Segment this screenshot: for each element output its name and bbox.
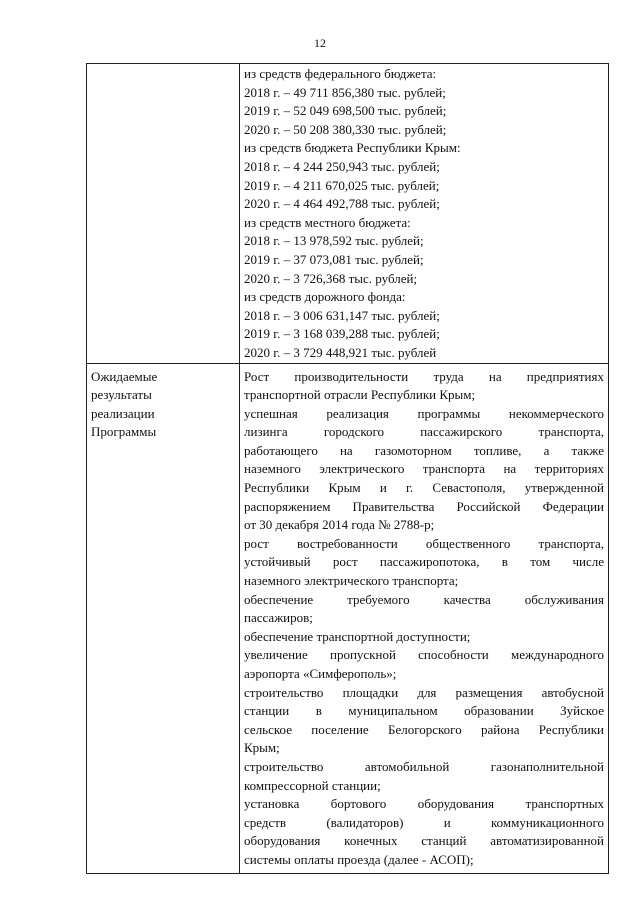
funding-line: 2019 г. – 3 168 039,288 тыс. рублей; bbox=[244, 326, 440, 342]
results-line: наземного электрического транспорта; bbox=[244, 573, 459, 589]
results-label-line: результаты bbox=[91, 387, 152, 403]
results-line: наземного электрического транспорта на территориях bbox=[244, 461, 604, 477]
results-line: успешная реализация программы некоммерческого bbox=[244, 405, 604, 421]
results-line: Рост производительности труда на предприятиях bbox=[244, 368, 604, 384]
results-line: Крым; bbox=[244, 740, 280, 756]
results-line: обеспечение транспортной доступности; bbox=[244, 628, 471, 644]
results-label-line: Ожидаемые bbox=[91, 368, 158, 384]
funding-line: 2020 г. – 3 726,368 тыс. рублей; bbox=[244, 270, 418, 286]
program-passport-table bbox=[86, 63, 609, 874]
funding-line: 2019 г. – 37 073,081 тыс. рублей; bbox=[244, 251, 424, 267]
page-number: 12 bbox=[314, 36, 326, 50]
results-line: работающего на газомоторном топливе, а также bbox=[244, 442, 604, 458]
results-label-line: реализации bbox=[91, 405, 155, 421]
results-line: от 30 декабря 2014 года № 2788-р; bbox=[244, 517, 435, 533]
results-line: лизинга городского пассажирского транспорта, bbox=[244, 424, 604, 440]
funding-line: 2018 г. – 13 978,592 тыс. рублей; bbox=[244, 233, 424, 249]
results-label-line: Программы bbox=[91, 424, 157, 440]
results-line: средств (валидаторов) и коммуникационного bbox=[244, 814, 604, 830]
results-line: транспортной отрасли Республики Крым; bbox=[244, 387, 476, 403]
funding-line: 2018 г. – 3 006 631,147 тыс. рублей; bbox=[244, 307, 440, 323]
results-line: увеличение пропускной способности международного bbox=[244, 647, 604, 663]
expected-results-row bbox=[87, 363, 609, 873]
results-line: строительство площадки для размещения автобусной bbox=[244, 684, 604, 700]
funding-line: из средств дорожного фонда: bbox=[244, 289, 406, 305]
results-line: распоряжением Правительства Российской Федерации bbox=[244, 498, 604, 514]
funding-line: 2019 г. – 52 049 698,500 тыс. рублей; bbox=[244, 103, 447, 119]
results-line: устойчивый рост пассажиропотока, в том числе bbox=[244, 554, 604, 570]
results-line: системы оплаты проезда (далее - АСОП); bbox=[244, 851, 474, 867]
results-line: установка бортового оборудования транспортных bbox=[244, 796, 604, 812]
funding-label-cell bbox=[87, 64, 240, 364]
funding-line: из средств федерального бюджета: bbox=[244, 66, 437, 81]
results-line: пассажиров; bbox=[244, 610, 313, 626]
funding-value-cell bbox=[240, 64, 609, 364]
expected-results-value-cell bbox=[240, 363, 609, 873]
funding-line: из средств бюджета Республики Крым: bbox=[244, 140, 461, 156]
results-line: Республики Крым и г. Севастополя, утвержденной bbox=[244, 480, 604, 496]
results-line: оборудования конечных станций автоматизированной bbox=[244, 833, 604, 849]
funding-line: из средств местного бюджета: bbox=[244, 214, 411, 230]
results-line: обеспечение требуемого качества обслуживания bbox=[244, 591, 604, 607]
results-line: строительство автомобильной газонаполнительной bbox=[244, 758, 604, 774]
results-line: станции в муниципальном образовании Зуйское bbox=[244, 703, 604, 719]
results-line: аэропорта «Симферополь»; bbox=[244, 666, 397, 681]
funding-line: 2020 г. – 3 729 448,921 тыс. рублей bbox=[244, 344, 437, 360]
results-line: компрессорной станции; bbox=[244, 777, 381, 793]
funding-line: 2018 г. – 49 711 856,380 тыс. рублей; bbox=[244, 84, 446, 100]
funding-row bbox=[87, 64, 609, 364]
funding-line: 2019 г. – 4 211 670,025 тыс. рублей; bbox=[244, 177, 440, 193]
funding-line: 2020 г. – 50 208 380,330 тыс. рублей; bbox=[244, 121, 447, 137]
funding-line: 2018 г. – 4 244 250,943 тыс. рублей; bbox=[244, 158, 440, 174]
results-line: сельское поселение Белогорского района Республики bbox=[244, 721, 604, 737]
results-line: рост востребованности общественного транспорта, bbox=[244, 535, 604, 551]
expected-results-label-cell bbox=[87, 363, 240, 873]
funding-line: 2020 г. – 4 464 492,788 тыс. рублей; bbox=[244, 196, 440, 212]
